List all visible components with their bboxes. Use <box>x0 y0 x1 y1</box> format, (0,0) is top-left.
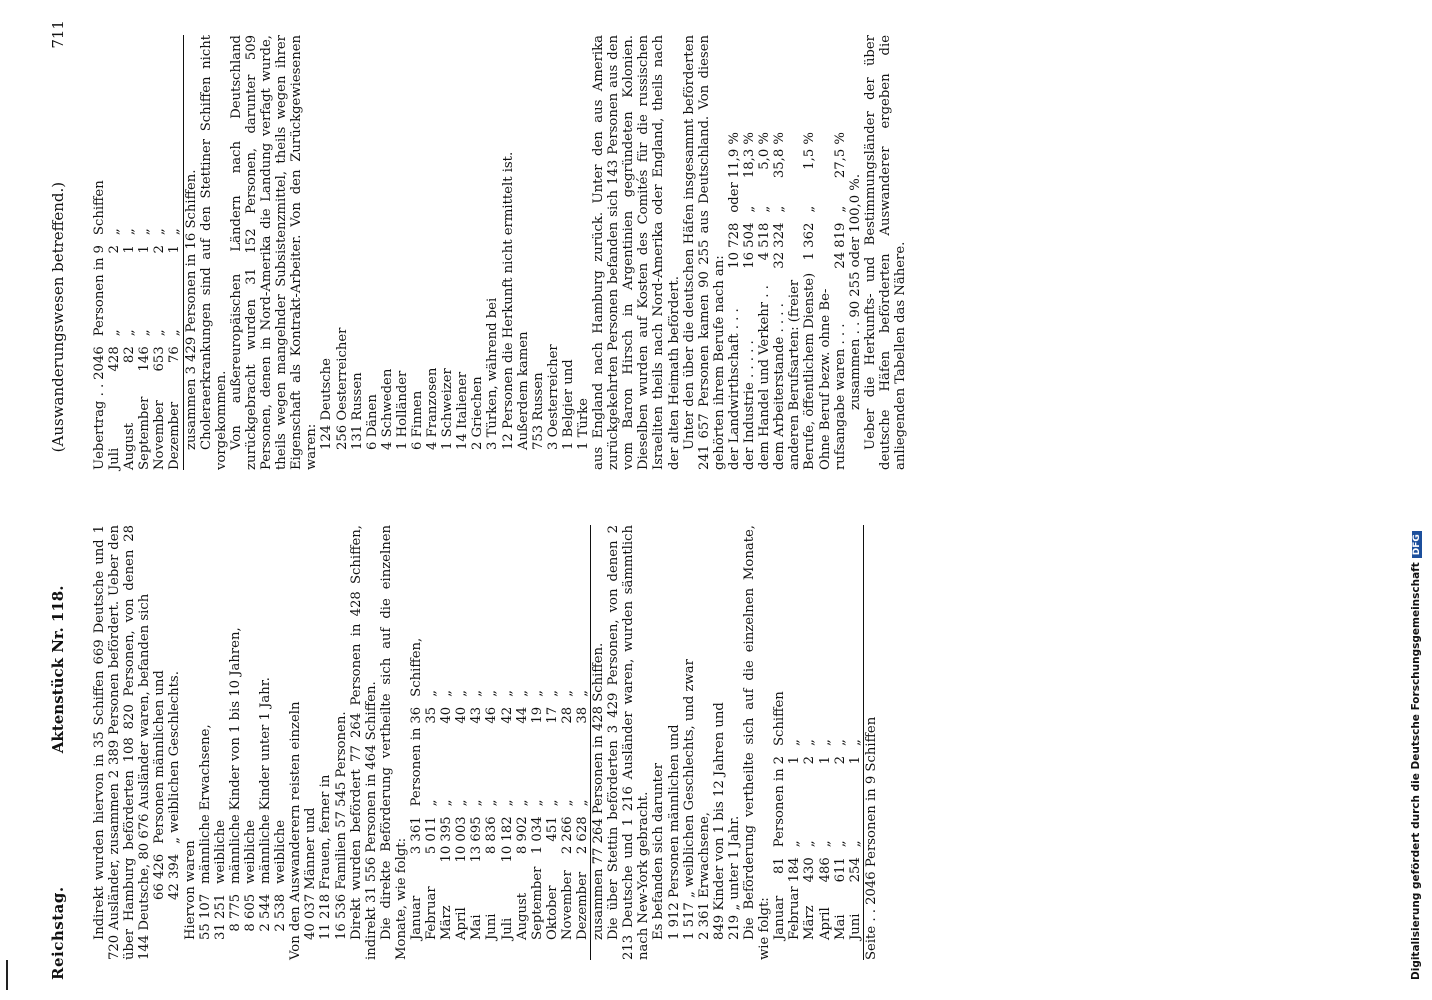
table-row <box>409 634 424 940</box>
list-item: 11 218 Frauen, ferner in <box>318 774 334 940</box>
table-row <box>454 634 469 940</box>
cell: 486 <box>817 857 833 883</box>
cell: 2 544 <box>258 893 274 932</box>
table-row <box>560 634 575 940</box>
table-row <box>802 122 817 470</box>
list-item: 1 912 Personen männlichen und <box>666 724 682 940</box>
age-table <box>198 623 289 940</box>
cell: Personen in <box>772 768 788 848</box>
cell: 16 504 <box>742 222 758 269</box>
cell: Februar <box>424 886 440 940</box>
cell: Ohne Beruf bezw. ohne Be- <box>817 288 833 470</box>
table-row <box>787 687 802 940</box>
credit-text: Digitalisierung gefördert durch die Deutsche Forschungsgemeinschaft <box>1410 562 1422 980</box>
cell: Oktober <box>544 885 560 940</box>
table-row <box>787 122 802 470</box>
cell: „ <box>137 228 153 236</box>
cell: „ <box>484 689 500 697</box>
list-item: 2 361 Erwachsene, <box>696 812 712 940</box>
scan-edge-mark <box>6 960 8 990</box>
hiervon-label: Hiervon waren <box>182 840 198 940</box>
cell: 28 <box>559 706 575 724</box>
cell: 10 182 <box>499 816 515 863</box>
table-row <box>273 623 288 940</box>
cell: „ <box>107 329 123 337</box>
list-item: 3 Türken, während bei <box>485 297 501 450</box>
cell: Personen in <box>408 727 424 807</box>
cell: „ <box>802 739 818 746</box>
cell: männliche <box>197 814 213 884</box>
cell: 36 <box>408 706 424 724</box>
cell: 35 <box>424 706 440 724</box>
list-item: 4 Schweden <box>379 368 395 450</box>
cell: Erwachsene, <box>197 724 213 811</box>
cell: August <box>122 422 138 470</box>
cell: 46 <box>484 706 500 724</box>
cell: 1 <box>847 756 863 765</box>
cell: 2 628 <box>575 816 590 855</box>
table-row <box>152 666 167 900</box>
cell: „ <box>787 840 803 848</box>
cell: 2 538 <box>273 893 289 932</box>
cell: 10 003 <box>454 816 470 863</box>
cell: Juli <box>499 917 515 940</box>
cell: November <box>152 400 168 470</box>
cell: 2 266 <box>559 816 575 855</box>
cell: 254 <box>847 857 863 883</box>
cell <box>818 178 833 213</box>
cell: 653 <box>152 346 168 372</box>
cell: 2 <box>152 245 168 254</box>
cell: „ <box>757 205 773 213</box>
cell: 1,5 % <box>802 132 818 170</box>
table-row <box>545 634 560 940</box>
cell: männliche <box>258 814 274 884</box>
table-row <box>137 176 152 470</box>
non-eu-paragraph: Von außereuropäischen Ländern nach Deutschland zurückgebracht wurden 31 152 Personen, darunter 509 Personen, denen in Nord-Amerika die Landung verfagt wurde, theils wegen mangelnder Subsistenzmittel, theils wegen ihrer Eigenschaft als Kontrakt-Arbeiter. Von den Zurückgewiesenen waren: <box>228 35 320 470</box>
cell: „ <box>575 799 590 807</box>
cell: „ <box>107 228 123 236</box>
cell: „ <box>832 205 848 213</box>
cell: „ <box>469 689 485 697</box>
cell: 43 <box>469 706 485 724</box>
cell: „ <box>514 689 530 697</box>
list-item: 1 517 „ weiblichen Geschlechts, und zwar <box>681 659 697 940</box>
intro-paragraph: Indirekt wurden hiervon in 35 Schiffen 669 Deutsche und 1 720 Ausländer, zusammen 2 389 Personen befördert. Ueber den über Hamburg beförderten 108 820 Personen, von denen 28 144 Deutsche, 80 676 Ausländer waren, befanden sich <box>92 525 153 960</box>
table-row <box>848 687 863 940</box>
cell: „ <box>817 739 833 746</box>
header-center: Aktenstück Nr. 118. <box>49 585 67 754</box>
cell: „ <box>167 228 183 236</box>
single-list <box>303 525 348 960</box>
gender-table <box>152 666 182 900</box>
cell: 2 <box>832 756 848 765</box>
cell <box>818 122 833 178</box>
cell: Mai <box>832 914 848 940</box>
cell: 1 <box>787 756 803 765</box>
stettin-monthly-intro: Die Beförderung vertheilte sich auf die einzelnen Monate, wie folgt: <box>742 525 773 960</box>
table-row <box>107 176 122 470</box>
table-row <box>243 623 258 940</box>
list-item: 14 Italiener <box>455 371 471 450</box>
cell: Januar <box>772 895 788 940</box>
table-row <box>772 687 787 940</box>
cell: 8 836 <box>484 816 500 855</box>
cell: Kinder von 1 bis 10 Jahren, <box>227 627 243 811</box>
cell: 1 <box>817 756 833 765</box>
cell: 2 <box>802 756 818 765</box>
cell: „ <box>469 799 485 807</box>
page-number: 711 <box>49 20 67 49</box>
header-left: Reichstag. <box>49 886 67 980</box>
table-row <box>167 666 182 900</box>
list-item: 1 Türke <box>576 398 591 450</box>
cell: „ <box>742 205 758 213</box>
cell: „ <box>832 840 848 848</box>
table-row <box>802 687 817 940</box>
cell: „ <box>529 689 545 697</box>
cell: 44 <box>514 706 530 724</box>
list-item: 16 536 Familien 57 545 Personen. <box>333 711 349 940</box>
cell: 66 426 <box>152 853 168 900</box>
cell: „ <box>454 799 470 807</box>
list-item: 753 Russen <box>530 372 546 450</box>
table-row <box>228 623 243 940</box>
cell <box>243 623 258 810</box>
cell: „ <box>167 329 183 337</box>
carry-over-table <box>92 176 183 470</box>
table-row <box>258 623 273 940</box>
table-row <box>818 687 833 940</box>
cell: 38 <box>575 706 590 724</box>
table-row <box>484 634 499 940</box>
stettin-total: zusammen 3 429 Personen in 16 Schiffen. <box>183 35 199 470</box>
cell: August <box>514 892 530 940</box>
cell: „ <box>122 228 138 236</box>
cell: 82 <box>122 346 138 364</box>
cell: weibliche <box>212 819 228 884</box>
table-row <box>424 634 439 940</box>
final-paragraph: Ueber die Herkunfts- und Bestimmungsländer der über deutsche Häfen beförderten Auswanderer ergeben die anliegenden Tabellen das Nähere. <box>862 35 908 470</box>
cell: Schiffen, <box>408 637 424 697</box>
table-row <box>198 623 213 940</box>
cell: „ <box>484 799 500 807</box>
cell <box>787 178 802 213</box>
cell: rufsangabe waren . . . <box>832 323 848 470</box>
table-row <box>469 634 484 940</box>
cell: weibliche <box>273 819 289 884</box>
cell <box>273 623 288 810</box>
cell: Personen in <box>92 257 107 337</box>
cell: 184 <box>787 857 803 883</box>
cell: „ <box>575 689 590 697</box>
cell: 146 <box>137 346 153 372</box>
also-label: Außerdem kamen <box>515 331 531 450</box>
dfg-logo: DFG <box>1412 531 1422 558</box>
cell: 428 <box>107 346 123 372</box>
cell: Juni <box>484 913 500 940</box>
cell: 11,9 % <box>726 132 742 179</box>
cell: 55 107 <box>197 893 213 940</box>
table-row <box>167 176 182 470</box>
cell: „ <box>499 689 515 697</box>
list-item: 1 Schweizer <box>440 368 456 450</box>
cell: 42 394 <box>167 853 183 900</box>
stettin-carry: Seite . . 2046 Personen in 9 Schiffen <box>863 525 879 960</box>
cell: 40 <box>439 706 455 724</box>
cell: „ <box>152 329 168 337</box>
cell: 27,5 % <box>832 132 848 179</box>
list-item: 256 Oesterreicher <box>334 327 350 450</box>
stettin-monthly-table <box>772 687 863 940</box>
table-row <box>152 176 167 470</box>
cell: September <box>137 396 153 470</box>
cell: dem Arbeiterstande . . . . <box>772 303 788 470</box>
cell <box>818 213 833 269</box>
cell <box>787 122 802 178</box>
cell: Dezember <box>167 401 183 470</box>
cell: dem Handel und Verkehr . . <box>757 285 773 470</box>
cell: 8 605 <box>242 893 258 932</box>
cell: „ <box>787 739 803 746</box>
cell: April <box>817 907 833 940</box>
cell: 8 902 <box>514 816 530 855</box>
cell <box>787 213 802 269</box>
cell: 3 361 <box>408 816 424 855</box>
cell: anderen Berufsarten: (freier <box>787 279 803 470</box>
list-item: 131 Russen <box>349 372 365 450</box>
cell: 32 324 <box>772 222 788 269</box>
list-item: 40 037 Männer und <box>303 807 319 940</box>
berufe-total: zusammen . . 90 255 oder 100,0 %. <box>847 173 863 410</box>
cell: 76 <box>167 346 183 364</box>
credit-text-wrap <box>1410 531 1422 980</box>
cell: „ <box>152 228 168 236</box>
cell: 35,8 % <box>772 132 788 179</box>
page-header <box>38 20 78 980</box>
cell: Juli <box>107 447 123 470</box>
cell: November <box>559 870 575 940</box>
cell: „ <box>832 739 848 746</box>
table-row <box>530 634 545 940</box>
stettin-list <box>667 525 742 960</box>
cell: „ <box>802 205 818 213</box>
table-row <box>772 122 787 470</box>
cell: männliche <box>227 814 243 884</box>
cell: Dezember <box>575 871 590 940</box>
list-item: 6 Finnen <box>409 390 425 450</box>
cell: Februar <box>787 886 803 940</box>
cell: weibliche <box>242 819 258 884</box>
cell: 42 <box>499 706 515 724</box>
table-row <box>833 687 848 940</box>
cell: 1 034 <box>529 816 545 855</box>
left-column <box>92 525 879 960</box>
cell: September <box>529 866 545 940</box>
digitization-credit <box>1406 0 1428 1000</box>
cell: oder <box>726 182 742 213</box>
cell: „ <box>529 799 545 807</box>
stettin-intro: Es befanden sich darunter <box>651 762 667 940</box>
cell: „ <box>817 840 833 848</box>
also-list <box>531 35 591 470</box>
table-row <box>439 634 454 940</box>
cell: „ <box>559 799 575 807</box>
cell: „ <box>424 799 440 807</box>
england-paragraph: aus England nach Hamburg zurück. Unter den aus Amerika zurückgekehrten Personen befanden sich 143 Personen aus den vom Baron Hirsch in Argentinien gegründeten Kolonien. Dieselben wurden auf Kosten des Comités für die russischen Israeliten theils nach Nord-Amerika oder England, theils nach der alten Heimath befördert. <box>591 35 682 470</box>
monthly-table <box>409 634 590 940</box>
cell: „ <box>559 689 575 697</box>
table-row <box>833 122 848 470</box>
cell: 1 <box>137 245 153 254</box>
cell: „ <box>544 689 560 697</box>
cell: 10 728 <box>726 222 742 269</box>
cell: 451 <box>544 816 560 842</box>
cell: „ <box>454 689 470 697</box>
list-item: 219 „ unter 1 Jahr. <box>726 815 742 940</box>
cell: 31 251 <box>212 893 228 940</box>
cell: 9 <box>92 245 107 254</box>
cell: der Landwirthschaft . . . <box>726 308 742 470</box>
list-item: 124 Deutsche <box>319 358 335 450</box>
cholera-paragraph: Choleraerkrankungen sind auf den Stettiner Schiffen nicht vorgekommen. <box>198 35 229 470</box>
table-row <box>500 634 515 940</box>
cell: 1 362 <box>802 222 818 261</box>
monthly-intro: Die direkte Beförderung vertheilte sich auf die einzelnen Monate, wie folgt: <box>378 525 409 960</box>
cell: „ <box>439 799 455 807</box>
total-paragraph: Unter den über die deutschen Häfen insgesammt beförderten 241 657 Personen kamen 90 255 aus Deutschland. Von diesen gehörten ihrem Berufe nach an: <box>681 35 727 470</box>
berufe-table <box>727 122 848 470</box>
cell <box>213 623 228 810</box>
list-item: 4 Franzosen <box>425 367 441 450</box>
cell: „ <box>499 799 515 807</box>
table-row <box>742 122 757 470</box>
cell: 17 <box>544 706 560 724</box>
cell: 2046 <box>92 346 107 380</box>
cell: März <box>802 905 818 940</box>
cell: 2 <box>772 756 788 765</box>
cell: 19 <box>529 706 545 724</box>
cell: 1 <box>167 245 183 254</box>
cell: „ <box>847 840 863 848</box>
cell: der Industrie . . . . . <box>742 340 758 470</box>
cell: Juni <box>847 913 863 940</box>
table-row <box>92 176 107 470</box>
cell: 10 395 <box>439 816 455 863</box>
cell: 1 <box>122 245 138 254</box>
list-item: 849 Kinder von 1 bis 12 Jahren und <box>711 702 727 940</box>
cell: 611 <box>832 857 848 883</box>
list-item: 1 Belgier und <box>560 359 576 450</box>
cell: „ <box>847 739 863 746</box>
table-row <box>818 122 833 470</box>
cell: „ <box>424 689 440 697</box>
table-row <box>515 634 530 940</box>
cell: 13 695 <box>469 816 485 863</box>
nations-list <box>319 35 515 470</box>
right-column <box>92 35 908 470</box>
list-item: 6 Dänen <box>364 394 380 450</box>
cell: „ <box>122 329 138 337</box>
table-row <box>727 122 742 470</box>
header-right-title: (Auswanderungswesen betreffend.) <box>49 181 67 453</box>
cell: 81 <box>772 857 788 874</box>
list-item: 1 Holländer <box>394 370 410 450</box>
cell: 4 518 <box>757 222 773 261</box>
cell: Schiffen <box>772 691 788 746</box>
cell: Schiffen <box>92 180 107 236</box>
table-row <box>213 623 228 940</box>
cell: „ <box>544 799 560 807</box>
cell: „ <box>772 205 788 213</box>
cell: Mai <box>469 914 485 940</box>
list-item: 2 Griechen <box>470 376 486 450</box>
cell: „ <box>439 689 455 697</box>
cell: Uebertrag . . <box>92 383 107 470</box>
cell: März <box>439 905 455 940</box>
cell: 5,0 % <box>757 132 773 170</box>
direct-paragraph: Direkt wurden befördert 77 264 Personen in 428 Schiffen, indirekt 31 556 Personen in 464 Schiffen. <box>348 525 379 960</box>
cell: 18,3 % <box>742 132 758 179</box>
monthly-total: zusammen 77 264 Personen in 428 Schiffen. <box>590 525 606 960</box>
cell: April <box>454 907 470 940</box>
cell: 24 819 <box>832 222 848 269</box>
cell: Januar <box>408 895 424 940</box>
list-item: 12 Personen die Herkunft nicht ermittelt ist. <box>500 151 516 450</box>
cell: 2 <box>107 245 123 254</box>
cell: 40 <box>454 706 470 724</box>
single-intro: Von den Auswanderern reisten einzeln <box>288 701 304 960</box>
cell: Kinder unter 1 Jahr. <box>258 677 274 811</box>
cell: „ <box>802 840 818 848</box>
list-item: 3 Oesterreicher <box>545 344 561 450</box>
stettin-paragraph: Die über Stettin beförderten 3 429 Personen, von denen 2 213 Deutsche und 1 216 Ausländer waren, wurden sämmtlich nach New-York gebracht. <box>606 525 652 960</box>
table-row <box>122 176 137 470</box>
cell: 5 011 <box>424 816 440 855</box>
cell: 8 775 <box>227 893 243 932</box>
cell: Personen männlichen und <box>152 670 168 844</box>
cell: 430 <box>802 857 818 883</box>
cell: „ weiblichen Geschlechts. <box>167 671 183 844</box>
cell: „ <box>514 799 530 807</box>
table-row <box>757 122 772 470</box>
cell: „ <box>137 329 153 337</box>
cell: Berufe, öffentlichem Dienste) <box>802 272 818 470</box>
table-row <box>575 634 590 940</box>
